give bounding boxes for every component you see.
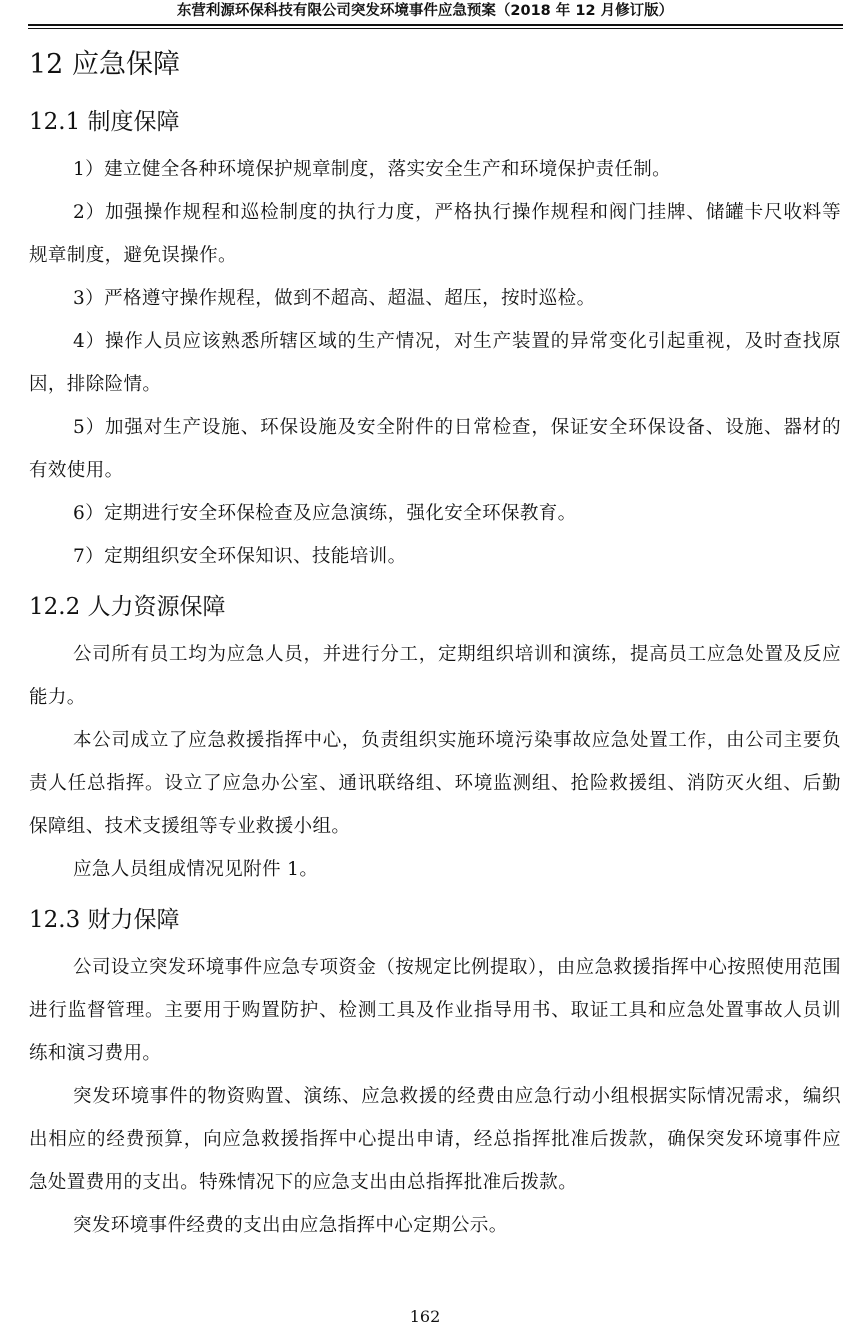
- header-rule: [28, 24, 843, 26]
- chapter-title: 12 应急保障: [29, 49, 180, 80]
- section-title: 12.2 人力资源保障: [29, 594, 226, 620]
- section-system-guarantee: [29, 96, 841, 578]
- paragraph: 本公司成立了应急救援指挥中心，负责组织实施环境污染事故应急处置工作，由公司主要负责人任总指挥。设立了应急办公室、通讯联络组、环境监测组、抢险救援组、消防灭火组、后勤保障组、技术支援组等专业救援小组。: [29, 730, 841, 837]
- paragraph: 7）定期组织安全环保知识、技能培训。: [73, 546, 407, 567]
- paragraph: 突发环境事件经费的支出由应急指挥中心定期公示。: [73, 1215, 508, 1236]
- paragraph: 4）操作人员应该熟悉所辖区域的生产情况，对生产装置的异常变化引起重视，及时查找原因，排除险情。: [29, 331, 841, 395]
- document-body: [29, 34, 841, 1247]
- paragraph: 1）建立健全各种环境保护规章制度，落实安全生产和环境保护责任制。: [73, 159, 672, 180]
- page-header: 东营利源环保科技有限公司突发环境事件应急预案（2018 年 12 月修订版）: [176, 3, 674, 19]
- header-rule-thin: [28, 28, 843, 29]
- paragraph: 突发环境事件的物资购置、演练、应急救援的经费由应急行动小组根据实际情况需求，编织出相应的经费预算，向应急救援指挥中心提出申请，经总指挥批准后拨款，确保突发环境事件应急处置费用的支出。特殊情况下的应急支出由总指挥批准后拨款。: [29, 1086, 841, 1193]
- section-human-resources: [29, 581, 841, 891]
- paragraph: 3）严格遵守操作规程，做到不超高、超温、超压，按时巡检。: [73, 288, 596, 309]
- paragraph: 6）定期进行安全环保检查及应急演练，强化安全环保教育。: [73, 503, 577, 524]
- page-number: 162: [409, 1307, 441, 1326]
- paragraph: 公司设立突发环境事件应急专项资金（按规定比例提取），由应急救援指挥中心按照使用范围进行监督管理。主要用于购置防护、检测工具及作业指导用书、取证工具和应急处置事故人员训练和演习费用。: [29, 957, 841, 1064]
- paragraph: 2）加强操作规程和巡检制度的执行力度，严格执行操作规程和阀门挂牌、储罐卡尺收料等规章制度，避免误操作。: [29, 202, 841, 266]
- paragraph: 应急人员组成情况见附件 1。: [73, 859, 319, 880]
- section-title: 12.1 制度保障: [29, 109, 180, 135]
- section-financial-guarantee: [29, 894, 841, 1247]
- section-title: 12.3 财力保障: [29, 907, 180, 933]
- paragraph: 公司所有员工均为应急人员，并进行分工，定期组织培训和演练，提高员工应急处置及反应能力。: [29, 644, 841, 708]
- paragraph: 5）加强对生产设施、环保设施及安全附件的日常检查，保证安全环保设备、设施、器材的有效使用。: [29, 417, 841, 481]
